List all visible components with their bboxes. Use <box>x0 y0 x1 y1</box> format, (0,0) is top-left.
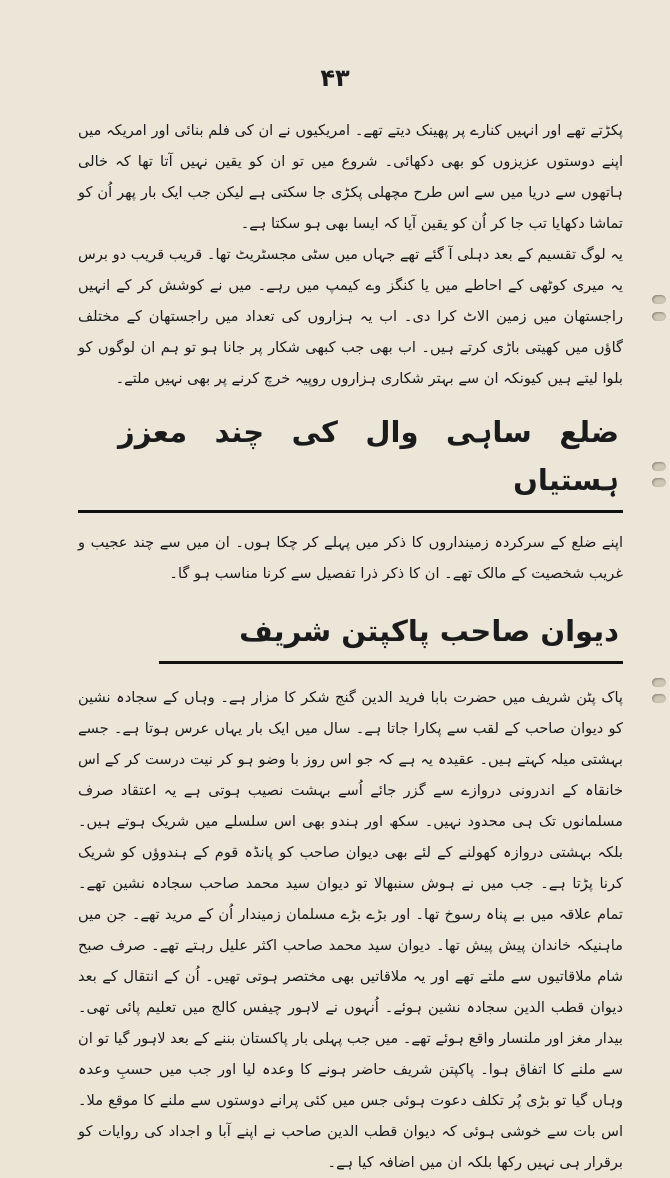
page-number: ۴۳ <box>320 64 350 92</box>
section-heading: ضلع ساہی وال کی چند معزز ہستیاں <box>78 408 623 513</box>
binding-hole <box>652 678 666 687</box>
page-body <box>78 115 623 1178</box>
binding-hole <box>652 478 666 487</box>
subsection-heading-wrap <box>78 607 623 664</box>
binding-hole <box>652 462 666 471</box>
binding-hole <box>652 694 666 703</box>
paragraph: اپنے ضلع کے سرکردہ زمینداروں کا ذکر میں پہلے کر چکا ہوں۔ ان میں سے چند عجیب و غریب شخصیت کے مالک تھے۔ ان کا ذکر ذرا تفصیل سے کرنا مناسب ہو گا۔ <box>78 534 623 582</box>
paragraph: پکڑتے تھے اور انہیں کنارے پر پھینک دیتے تھے۔ امریکیوں نے ان کی فلم بنائی اور امریکہ میں اپنے دوستوں عزیزوں کو بھی دکھائی۔ شروع میں تو ان کو یقین نہیں آتا تھا کہ خالی ہاتھوں سے دریا میں سے اس طرح مچھلی پکڑی جا سکتی ہے لیکن جب ایک بار پھر اُن کو تماشا دکھایا تب جا کر اُن کو یقین آیا کہ ایسا بھی ہو سکتا ہے۔ <box>78 122 623 232</box>
subsection-heading: دیوان صاحب پاکپتن شریف <box>159 607 623 664</box>
binding-hole <box>652 295 666 304</box>
section-heading-wrap <box>78 408 623 513</box>
paragraph: پاک پٹن شریف میں حضرت بابا فرید الدین گنج شکر کا مزار ہے۔ وہاں کے سجادہ نشین کو دیوان صاحب کے لقب سے پکارا جاتا ہے۔ سال میں ایک بار یہاں عرس ہوتا ہے۔ جسے بہشتی میلہ کہتے ہیں۔ عقیدہ یہ ہے کہ جو اس روز با وضو ہو کر نیت درست کر کے اس خانقاہ کے اندرونی دروازے سے گزر جائے اُسے بہشت نصیب ہوتی ہے یہ اعتقاد صرف مسلمانوں تک ہی محدود نہیں۔ سکھ اور ہندو بھی اس سلسلے میں شریک ہوتے ہیں۔ بلکہ بہشتی دروازہ کھولنے کے لئے بھی دیوان صاحب کو پانڈہ قوم کے ہندوؤں کو شریک کرنا پڑتا ہے۔ جب میں نے ہوش سنبھالا تو دیوان سید محمد صاحب سجادہ نشین تھے۔ تمام علاقہ میں بے پناہ رسوخ تھا۔ اور بڑے بڑے مسلمان زمیندار اُن کے مرید تھے۔ جن میں ماہنیکہ خاندان پیش پیش تھا۔ دیوان سید محمد صاحب اکثر علیل رہتے تھے۔ صرف صبح شام ملاقاتیوں سے ملتے تھے اور یہ ملاقاتیں بھی مختصر ہوتی تھیں۔ اُن کے انتقال کے بعد دیوان قطب الدین سجادہ نشین ہوئے۔ اُنہوں نے لاہور چیفس کالج میں تعلیم پائی تھی۔ بیدار مغز اور ملنسار واقع ہوئے تھے۔ میں جب پہلی بار پاکستان بننے کے بعد لاہور گیا تو ان سے ملنے کا اتفاق ہوا۔ پاکپتن شریف حاضر ہونے کا وعدہ لیا اور جب میں حسبِ وعدہ وہاں گیا تو بڑی پُر تکلف دعوت ہوئی جس میں کئی پرانے دوستوں سے ملنے کا موقع ملا۔ اس بات سے خوشی ہوئی کہ دیوان قطب الدین صاحب نے اپنے آبا و اجداد کی روایات کو برقرار ہی نہیں رکھا بلکہ ان میں اضافہ کیا ہے۔ <box>78 689 623 1171</box>
paragraph: یہ لوگ تقسیم کے بعد دہلی آ گئے تھے جہاں میں سٹی مجسٹریٹ تھا۔ قریب قریب دو برس یہ میری کوٹھی کے احاطے میں یا کنگز وے کیمپ میں رہے۔ میں نے کوشش کر کے انہیں راجستھان میں زمین الاٹ کرا دی۔ اب یہ ہزاروں کی تعداد میں راجستھان کے مختلف گاؤں میں کھیتی باڑی کرتے ہیں۔ اب بھی جب کبھی شکار پر جانا ہو تو ہم ان لوگوں کو بلوا لیتے ہیں کیونکہ ان سے بہتر شکاری ہزاروں روپیہ خرچ کرنے پر بھی نہیں ملتے۔ <box>78 246 623 387</box>
binding-hole <box>652 312 666 321</box>
